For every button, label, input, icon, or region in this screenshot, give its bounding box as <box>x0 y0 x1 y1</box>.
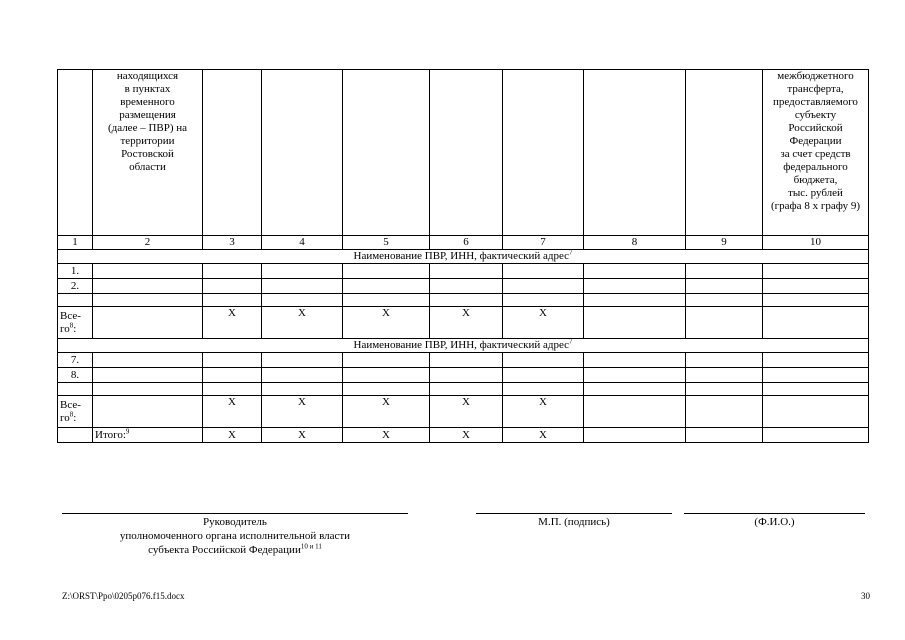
column-number: 8 <box>584 236 686 250</box>
signature-line-name <box>684 513 865 514</box>
x-mark: Х <box>203 428 262 443</box>
table-row <box>58 353 869 368</box>
head-line-2: уполномоченного органа исполнительной власти <box>119 530 351 542</box>
x-mark: Х <box>262 396 343 428</box>
row-number: 1. <box>58 264 93 279</box>
header-row <box>58 70 869 236</box>
column-number: 3 <box>203 236 262 250</box>
x-mark: Х <box>343 428 430 443</box>
form-table <box>57 69 869 443</box>
table-row <box>58 294 869 307</box>
file-path: Z:\ORST\Ppo\0205p076.f15.docx <box>62 591 185 601</box>
grand-total-row <box>58 428 869 443</box>
section-1-title-row <box>58 250 869 264</box>
x-mark: Х <box>262 307 343 339</box>
column-number: 2 <box>93 236 203 250</box>
column-number: 6 <box>430 236 503 250</box>
section-2-title-row <box>58 339 869 353</box>
table-row <box>58 264 869 279</box>
signature-line-stamp <box>476 513 672 514</box>
full-name-label: (Ф.И.О.) <box>754 516 795 528</box>
total-label: Все- $го^8$: <box>58 307 93 339</box>
x-mark: Х <box>430 396 503 428</box>
x-mark: Х <box>503 428 584 443</box>
header-cell-5 <box>343 70 430 236</box>
x-mark: Х <box>203 396 262 428</box>
column-number-row <box>58 236 869 250</box>
section-2-total-row <box>58 396 869 428</box>
column-number: 5 <box>343 236 430 250</box>
column-number: 4 <box>262 236 343 250</box>
page-number: 30 <box>861 591 870 601</box>
x-mark: Х <box>430 428 503 443</box>
header-cell-1 <box>58 70 93 236</box>
column-number: 10 <box>763 236 869 250</box>
section-1-title: Наименование ПВР, ИНН, фактический адрес$^7$ <box>58 250 869 264</box>
signature-line-head <box>62 513 408 514</box>
total-label: Все- $го^8$: <box>58 396 93 428</box>
table-row <box>58 279 869 294</box>
column-number: 1 <box>58 236 93 250</box>
x-mark: Х <box>430 307 503 339</box>
table-row <box>58 368 869 383</box>
x-mark: Х <box>343 396 430 428</box>
x-mark: Х <box>203 307 262 339</box>
head-line-1: Руководитель <box>203 516 267 528</box>
header-cell-8 <box>584 70 686 236</box>
header-cell-6 <box>430 70 503 236</box>
head-title <box>62 515 408 557</box>
x-mark: Х <box>262 428 343 443</box>
row-number: 8. <box>58 368 93 383</box>
row-number: 7. <box>58 353 93 368</box>
section-2-title: Наименование ПВР, ИНН, фактический адрес$^7$ <box>58 339 869 353</box>
table-row <box>58 383 869 396</box>
stamp-signature-label: М.П. (подпись) <box>538 516 610 528</box>
header-cell-4 <box>262 70 343 236</box>
head-line-3: субъекта Российской Федерации$^{10 и 11}$ <box>148 542 322 556</box>
header-cell-9 <box>686 70 763 236</box>
x-mark: Х <box>343 307 430 339</box>
header-cell-3 <box>203 70 262 236</box>
column-number: 7 <box>503 236 584 250</box>
header-cell-2: находящихся в пунктах временного размещения (далее – ПВР) на территории Ростовской области <box>93 70 203 236</box>
header-cell-10: межбюджетного трансферта, предоставляемого субъекту Российской Федерации за счет средств федерального бюджета, тыс. рублей (графа 8 х графу 9) <box>763 70 869 236</box>
x-mark: Х <box>503 396 584 428</box>
row-number: 2. <box>58 279 93 294</box>
header-cell-7 <box>503 70 584 236</box>
x-mark: Х <box>503 307 584 339</box>
column-number: 9 <box>686 236 763 250</box>
itogo-label: Итого:$^9$ <box>93 428 203 443</box>
section-1-total-row <box>58 307 869 339</box>
